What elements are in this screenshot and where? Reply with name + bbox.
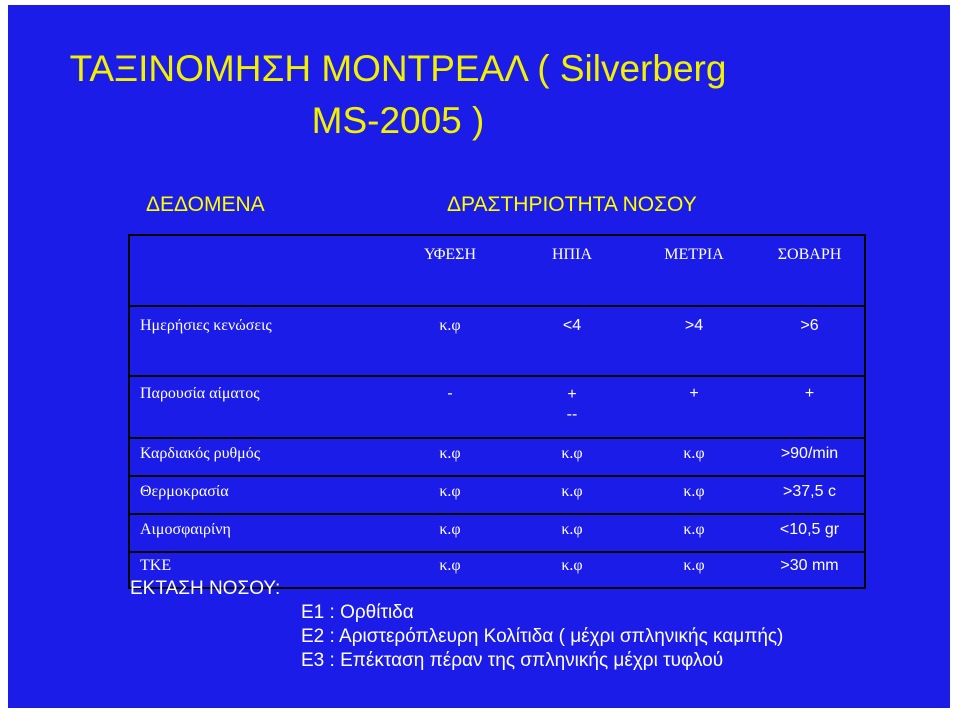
row-label: Καρδιακός ρυθμός (129, 438, 389, 476)
table-cell: + (755, 376, 865, 438)
header-mild: ΗΠΙΑ (511, 235, 633, 306)
table-cell: >6 (755, 306, 865, 376)
table-cell: κ.φ (389, 552, 511, 588)
disease-extent-block (130, 577, 783, 673)
table-cell: κ.φ (633, 438, 755, 476)
table-cell: >4 (633, 306, 755, 376)
table-cell: κ.φ (389, 306, 511, 376)
table-cell: κ.φ (511, 514, 633, 552)
table-cell: κ.φ (633, 552, 755, 588)
header-moderate: ΜΕΤΡΙΑ (633, 235, 755, 306)
table-row (129, 514, 865, 552)
extent-heading: ΕΚΤΑΣΗ ΝΟΣΟΥ: (130, 578, 281, 599)
header-remission: ΥΦΕΣΗ (389, 235, 511, 306)
table-cell: <4 (511, 306, 633, 376)
table-cell: κ.φ (389, 476, 511, 514)
section-data-heading: ΔΕΔΟΜΕΝΑ (146, 193, 265, 216)
table-cell: - (389, 376, 511, 438)
table-cell: >30 mm (755, 552, 865, 588)
table-cell: >90/min (755, 438, 865, 476)
table-cell: + (633, 376, 755, 438)
table-row (129, 476, 865, 514)
table-cell: <10,5 gr (755, 514, 865, 552)
table-row (129, 376, 865, 438)
table-row (129, 438, 865, 476)
row-label: Θερμοκρασία (129, 476, 389, 514)
table-cell: κ.φ (389, 438, 511, 476)
row-label: ΤΚΕ (129, 552, 389, 588)
header-empty-cell (129, 235, 389, 306)
row-label: Παρουσία αίματος (129, 376, 389, 438)
activity-table (128, 234, 866, 589)
extent-item-e1: Ε1 : Ορθίτιδα (301, 602, 414, 623)
table-cell: >37,5 c (755, 476, 865, 514)
table-cell: κ.φ (511, 476, 633, 514)
table-cell: κ.φ (389, 514, 511, 552)
title-line-2: MS-2005 ) (311, 100, 485, 141)
table-header-row (129, 235, 865, 306)
table-cell: + -- (511, 376, 633, 438)
table-cell: κ.φ (511, 438, 633, 476)
extent-item-e3: Ε3 : Επέκταση πέραν της σπληνικής μέχρι τυφλού (301, 650, 724, 671)
table-cell: κ.φ (633, 514, 755, 552)
header-severe: ΣΟΒΑΡΗ (755, 235, 865, 306)
table-cell: κ.φ (633, 476, 755, 514)
title-line-1: ΤΑΞΙΝΟΜΗΣΗ ΜΟΝΤΡΕΑΛ ( Silverberg (69, 48, 727, 89)
slide (8, 5, 950, 708)
row-label: Ημερήσιες κενώσεις (129, 306, 389, 376)
table-row (129, 306, 865, 376)
extent-list (301, 601, 783, 673)
section-activity-heading: ΔΡΑΣΤΗΡΙΟΤΗΤΑ ΝΟΣΟΥ (447, 193, 697, 216)
row-label: Αιμοσφαιρίνη (129, 514, 389, 552)
extent-item-e2: Ε2 : Αριστερόπλευρη Κολίτιδα ( μέχρι σπληνικής καμπής) (301, 626, 784, 647)
slide-title (8, 43, 788, 147)
table-cell: κ.φ (511, 552, 633, 588)
